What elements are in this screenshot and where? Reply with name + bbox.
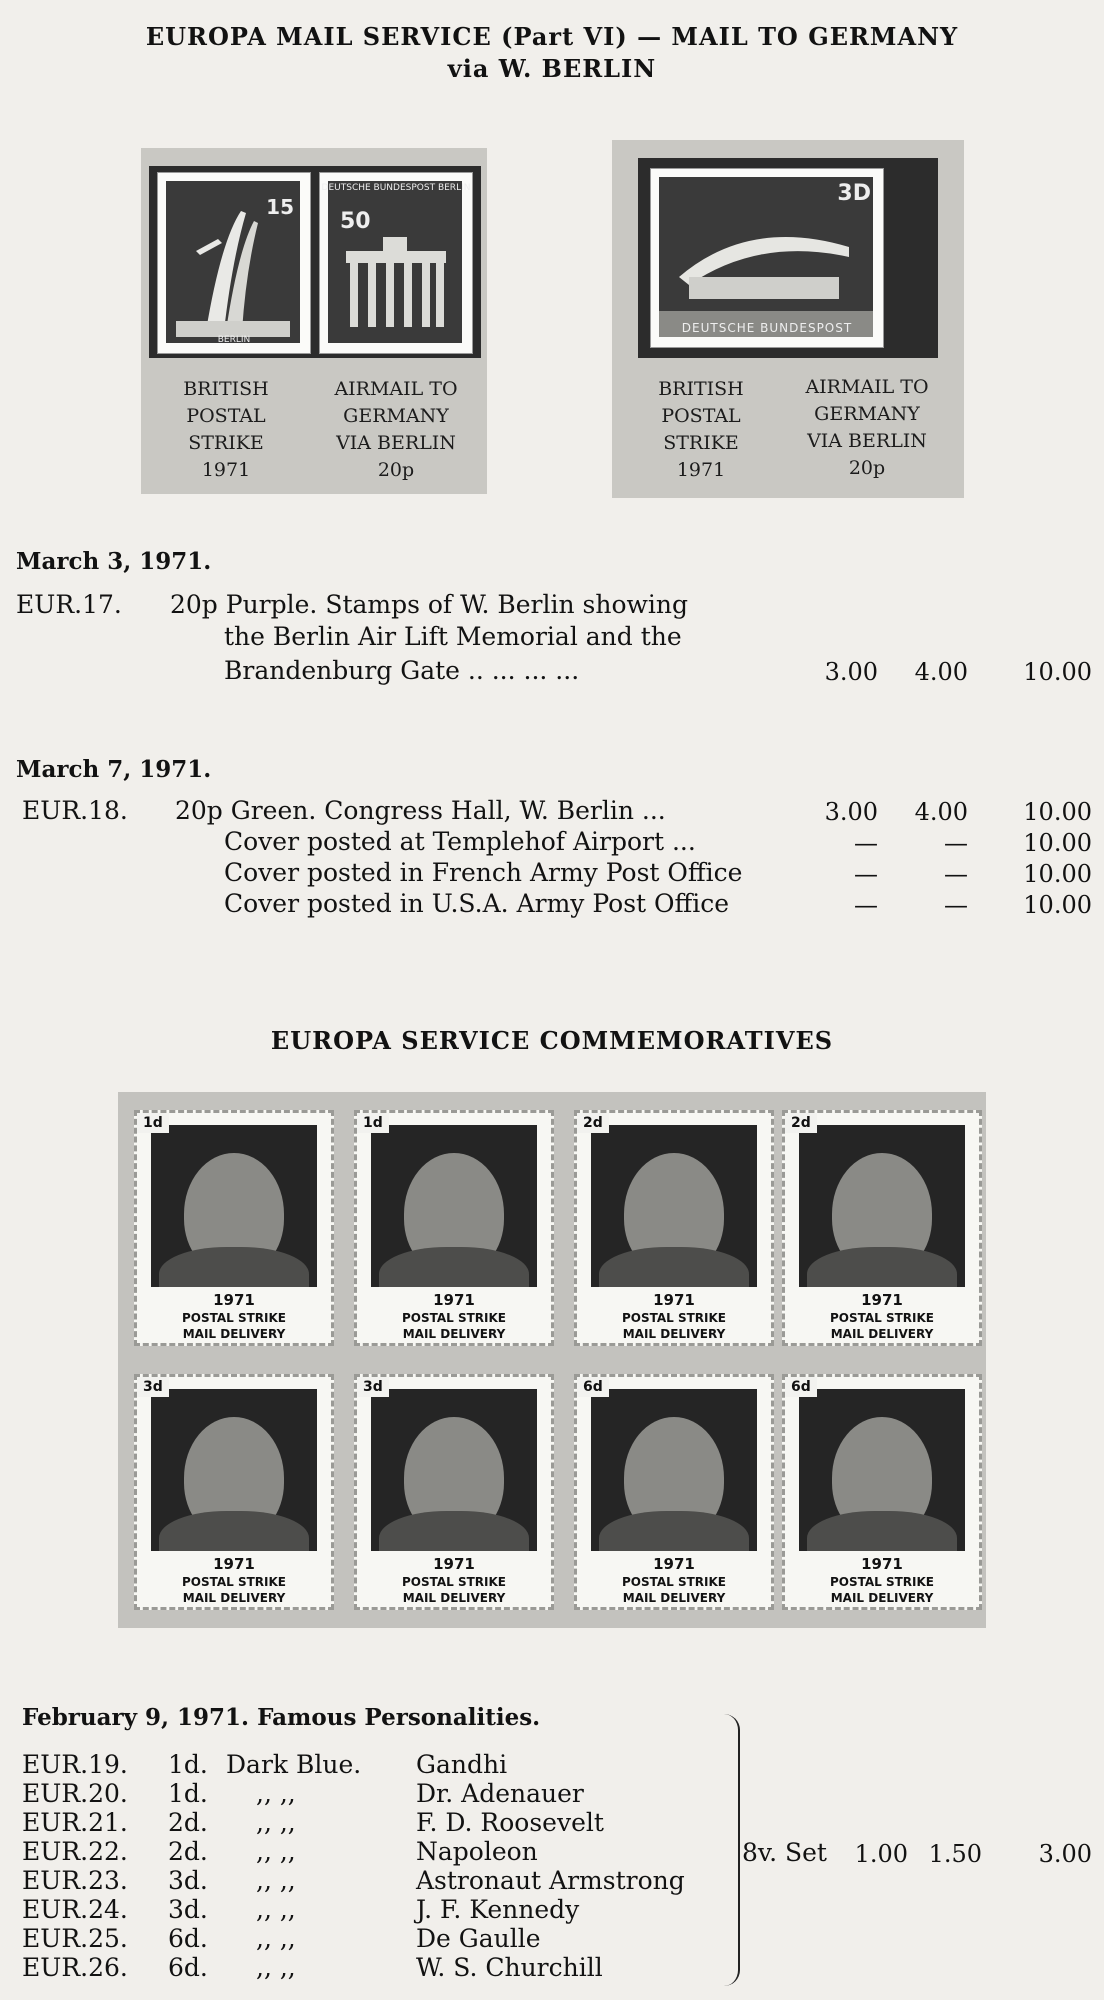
set-price-mint: 1.00: [854, 1840, 908, 1868]
catalog-value: 2d.: [168, 1808, 208, 1837]
catalog-description: 20p Green. Congress Hall, W. Berlin ...: [175, 796, 666, 825]
date-march-3: March 3, 1971.: [16, 548, 212, 575]
page-title: EUROPA MAIL SERVICE (Part VI) — MAIL TO GERMANY: [145, 22, 959, 51]
vignette-roosevelt: 2d 1971 POSTAL STRIKE MAIL DELIVERY: [574, 1110, 774, 1346]
catalog-name: J. F. Kennedy: [416, 1895, 580, 1924]
catalog-code: EUR.18.: [22, 796, 128, 825]
vignette-armstrong: 3d 1971 POSTAL STRIKE MAIL DELIVERY: [134, 1374, 334, 1610]
price-mint: —: [854, 860, 878, 888]
catalog-name: F. D. Roosevelt: [416, 1808, 604, 1837]
vignette-gandhi: 1d 1971 POSTAL STRIKE MAIL DELIVERY: [134, 1110, 334, 1346]
catalog-colour: ,, ,,: [256, 1895, 296, 1924]
stamp-airlift-memorial: 15 BERLIN: [157, 172, 311, 354]
catalog-colour: ,, ,,: [256, 1779, 296, 1808]
catalog-code: EUR.19.: [22, 1750, 128, 1779]
catalog-name: De Gaulle: [416, 1924, 541, 1953]
vignette-adenauer: 1d 1971 POSTAL STRIKE MAIL DELIVERY: [354, 1110, 554, 1346]
catalog-code: EUR.22.: [22, 1837, 128, 1866]
price-used: 4.00: [914, 658, 968, 686]
set-price-cover: 3.00: [1038, 1840, 1092, 1868]
price-cover: 10.00: [1023, 798, 1092, 826]
vignette-kennedy: 3d 1971 POSTAL STRIKE MAIL DELIVERY: [354, 1374, 554, 1610]
price-cover: 10.00: [1023, 860, 1092, 888]
catalog-code: EUR.20.: [22, 1779, 128, 1808]
catalog-description: Cover posted in U.S.A. Army Post Office: [224, 889, 730, 918]
catalog-name: Dr. Adenauer: [416, 1779, 584, 1808]
catalog-value: 3d.: [168, 1866, 208, 1895]
price-mint: —: [854, 829, 878, 857]
price-used: —: [944, 891, 968, 919]
set-label: 8v. Set: [742, 1838, 827, 1867]
catalog-code: EUR.21.: [22, 1808, 128, 1837]
price-cover: 10.00: [1023, 891, 1092, 919]
catalog-description: 20p Purple. Stamps of W. Berlin showing: [170, 590, 688, 619]
price-used: —: [944, 829, 968, 857]
catalog-value: 6d.: [168, 1924, 208, 1953]
vignette-churchill: 6d 1971 POSTAL STRIKE MAIL DELIVERY: [782, 1374, 982, 1610]
catalog-code: EUR.26.: [22, 1953, 128, 1982]
price-mint: 3.00: [824, 798, 878, 826]
vignette-sheet: [118, 1092, 986, 1628]
section-heading: EUROPA SERVICE COMMEMORATIVES: [270, 1026, 834, 1055]
date-february-9: February 9, 1971. Famous Personalities.: [22, 1704, 541, 1731]
catalog-code: EUR.23.: [22, 1866, 128, 1895]
stamp-brandenburg-gate: DEUTSCHE BUNDESPOST BERLIN 50: [319, 172, 473, 354]
set-price-used: 1.50: [928, 1840, 982, 1868]
page-subtitle: via W. BERLIN: [447, 54, 657, 83]
price-mint: 3.00: [824, 658, 878, 686]
catalog-colour: ,, ,,: [256, 1924, 296, 1953]
price-cover: 10.00: [1023, 829, 1092, 857]
catalog-colour: ,, ,,: [256, 1953, 296, 1982]
catalog-colour: ,, ,,: [256, 1837, 296, 1866]
catalog-description: Cover posted in French Army Post Office: [224, 858, 743, 887]
price-cover: 10.00: [1023, 658, 1092, 686]
catalog-code: EUR.17.: [16, 590, 122, 619]
stamp-congress-hall: 3D DEUTSCHE BUNDESPOST: [650, 168, 884, 348]
catalog-value: 1d.: [168, 1750, 208, 1779]
vignette-napoleon: 2d 1971 POSTAL STRIKE MAIL DELIVERY: [782, 1110, 982, 1346]
set-brace: [722, 1714, 740, 1986]
date-march-7: March 7, 1971.: [16, 756, 212, 783]
price-used: 4.00: [914, 798, 968, 826]
catalog-name: Astronaut Armstrong: [416, 1866, 685, 1895]
catalog-name: W. S. Churchill: [416, 1953, 603, 1982]
stamp-caption-right-2: AIRMAIL TO GERMANY VIA BERLIN 20p: [805, 376, 929, 479]
price-mint: —: [854, 891, 878, 919]
vignette-de-gaulle: 6d 1971 POSTAL STRIKE MAIL DELIVERY: [574, 1374, 774, 1610]
stamp-plate-left: [141, 148, 487, 494]
price-used: —: [944, 860, 968, 888]
brandenburg-gate-icon: [328, 181, 462, 343]
catalog-value: 2d.: [168, 1837, 208, 1866]
catalog-description-cont: Brandenburg Gate .. ... ... ...: [224, 656, 580, 685]
catalog-colour: ,, ,,: [256, 1808, 296, 1837]
stamp-plate-right: [612, 140, 964, 498]
catalog-value: 1d.: [168, 1779, 208, 1808]
catalog-code: EUR.24.: [22, 1895, 128, 1924]
catalog-description-cont: the Berlin Air Lift Memorial and the: [224, 622, 682, 651]
catalog-description: Cover posted at Templehof Airport ...: [224, 827, 696, 856]
catalog-value: 6d.: [168, 1953, 208, 1982]
catalog-code: EUR.25.: [22, 1924, 128, 1953]
catalog-colour: ,, ,,: [256, 1866, 296, 1895]
catalog-name: Gandhi: [416, 1750, 508, 1779]
stamp-caption-right: AIRMAIL TO GERMANY VIA BERLIN 20p: [334, 378, 458, 481]
stamp-caption-left-2: BRITISH POSTAL STRIKE 1971: [658, 378, 744, 481]
catalog-colour: Dark Blue.: [226, 1750, 362, 1779]
catalog-value: 3d.: [168, 1895, 208, 1924]
stamp-caption-left: BRITISH POSTAL STRIKE 1971: [183, 378, 269, 481]
catalog-name: Napoleon: [416, 1837, 538, 1866]
